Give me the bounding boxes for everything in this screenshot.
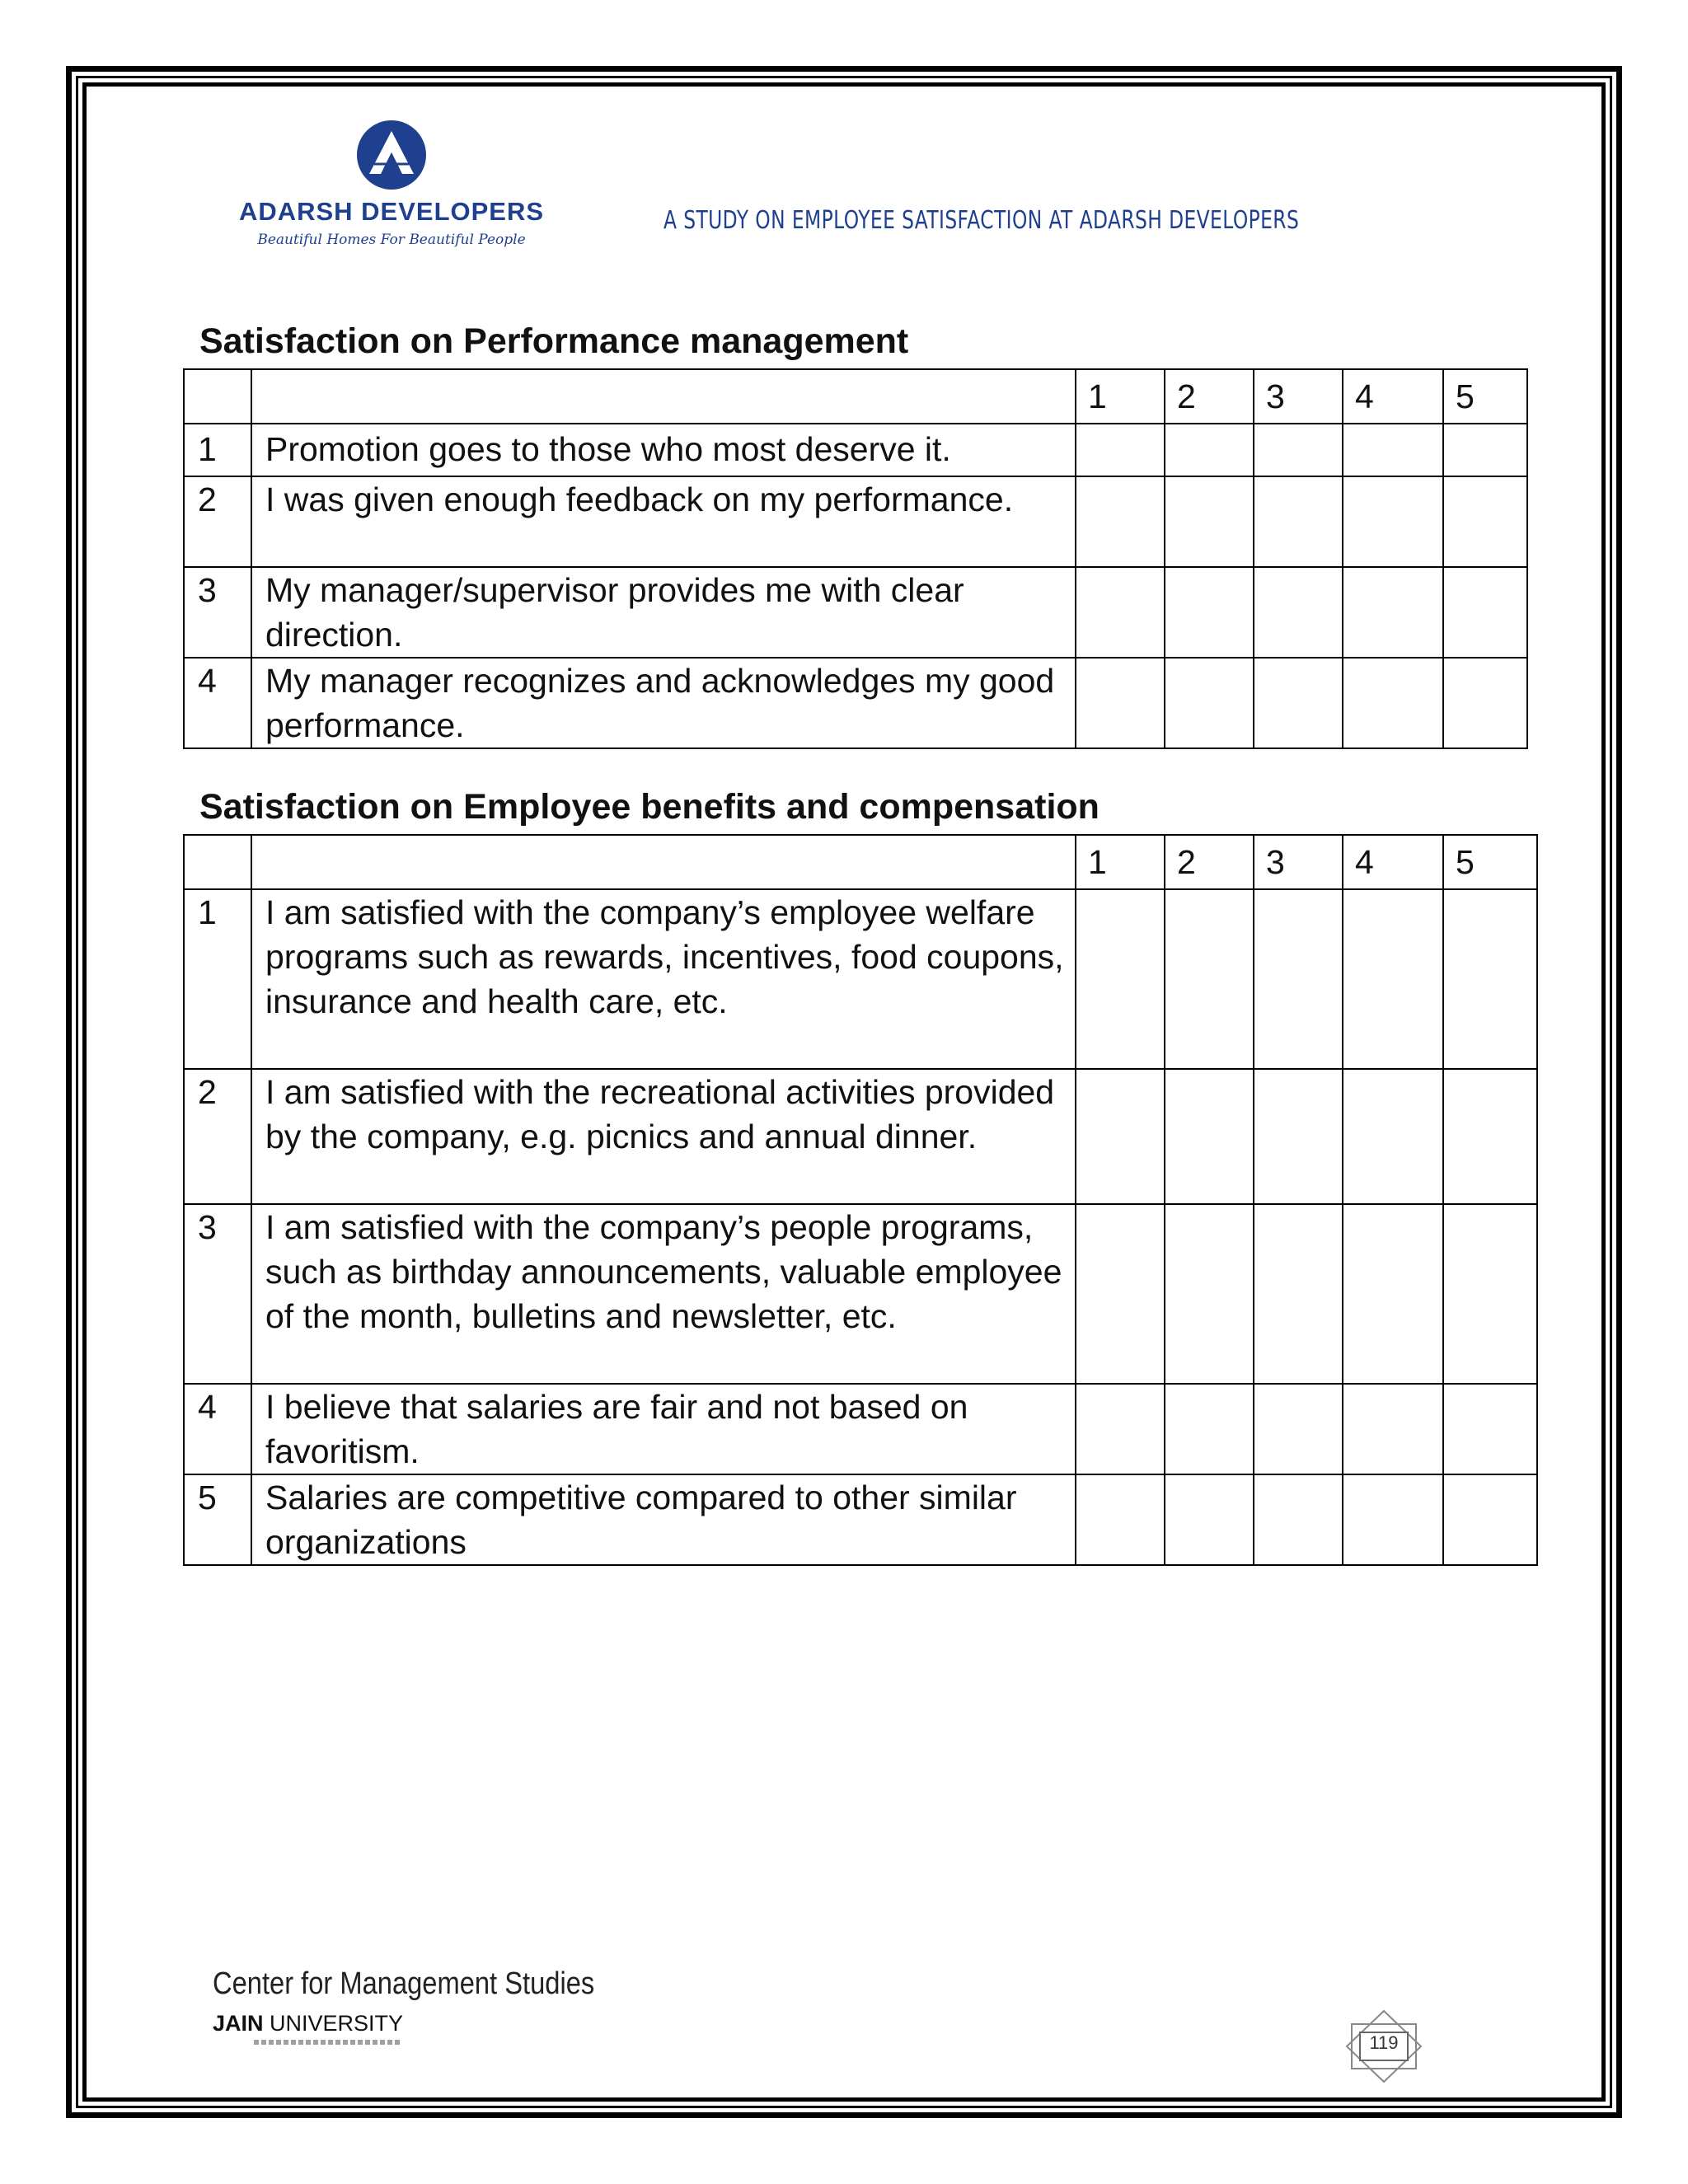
table-header-row [184, 835, 1537, 889]
rating-cell[interactable] [1443, 1204, 1537, 1384]
row-statement: I believe that salaries are fair and not based on favoritism. [251, 1384, 1076, 1474]
row-statement: My manager/supervisor provides me with clear direction. [251, 567, 1076, 658]
rating-cell[interactable] [1076, 424, 1165, 476]
rating-cell[interactable] [1076, 1474, 1165, 1565]
rating-cell[interactable] [1443, 567, 1527, 658]
rating-cell[interactable] [1343, 1474, 1443, 1565]
row-number: 3 [184, 1204, 251, 1384]
section-title-benefits: Satisfaction on Employee benefits and compensation [199, 787, 1100, 827]
table-row [184, 476, 1527, 567]
rating-cell[interactable] [1165, 1384, 1254, 1474]
rating-cell[interactable] [1254, 1204, 1343, 1384]
rating-cell[interactable] [1254, 658, 1343, 748]
performance-survey-table [183, 368, 1528, 749]
rating-cell[interactable] [1076, 476, 1165, 567]
rating-cell[interactable] [1165, 658, 1254, 748]
row-statement: Promotion goes to those who most deserve it. [251, 424, 1076, 476]
rating-cell[interactable] [1076, 1384, 1165, 1474]
rating-cell[interactable] [1343, 889, 1443, 1069]
table-row [184, 1474, 1537, 1565]
scale-header: 3 [1254, 369, 1343, 424]
row-number: 5 [184, 1474, 251, 1565]
rating-cell[interactable] [1254, 889, 1343, 1069]
table-row [184, 658, 1527, 748]
scale-header: 1 [1076, 835, 1165, 889]
scale-header: 5 [1443, 835, 1537, 889]
table-row [184, 567, 1527, 658]
table-row [184, 1384, 1537, 1474]
rating-cell[interactable] [1343, 424, 1443, 476]
row-statement-line: I am satisfied with the company’s employee welfare [265, 893, 1035, 931]
table-row [184, 889, 1537, 1069]
header-cell-empty [184, 369, 251, 424]
university-name-bold: JAIN [213, 2011, 264, 2036]
rating-cell[interactable] [1076, 1204, 1165, 1384]
row-statement: I am satisfied with the recreational activities provided by the company, e.g. picnics and annual dinner. [251, 1069, 1076, 1204]
scale-header: 2 [1165, 835, 1254, 889]
benefits-survey-table [183, 834, 1538, 1566]
logo-emblem-icon [356, 120, 427, 190]
university-name-rest: UNIVERSITY [263, 2011, 404, 2036]
rating-cell[interactable] [1443, 1474, 1537, 1565]
rating-cell[interactable] [1343, 658, 1443, 748]
scale-header: 4 [1343, 369, 1443, 424]
header-cell-empty [251, 835, 1076, 889]
rating-cell[interactable] [1165, 476, 1254, 567]
rating-cell[interactable] [1165, 1474, 1254, 1565]
rating-cell[interactable] [1343, 567, 1443, 658]
rating-cell[interactable] [1343, 1069, 1443, 1204]
scale-header: 2 [1165, 369, 1254, 424]
rating-cell[interactable] [1254, 1474, 1343, 1565]
rating-cell[interactable] [1343, 1384, 1443, 1474]
row-number: 4 [184, 1384, 251, 1474]
rating-cell[interactable] [1076, 889, 1165, 1069]
scale-header: 3 [1254, 835, 1343, 889]
footer-university [213, 2011, 403, 2036]
university-subtitle-fineprint [254, 2040, 402, 2045]
section-title-performance: Satisfaction on Performance management [199, 321, 909, 361]
table-row [184, 1204, 1537, 1384]
table-header-row [184, 369, 1527, 424]
table-row [184, 424, 1527, 476]
row-statement: My manager recognizes and acknowledges my good performance. [251, 658, 1076, 748]
row-number: 3 [184, 567, 251, 658]
rating-cell[interactable] [1343, 476, 1443, 567]
rating-cell[interactable] [1443, 424, 1527, 476]
row-number: 1 [184, 424, 251, 476]
page-number: 119 [1369, 2032, 1399, 2053]
rating-cell[interactable] [1165, 1204, 1254, 1384]
rating-cell[interactable] [1443, 658, 1527, 748]
scale-header: 4 [1343, 835, 1443, 889]
rating-cell[interactable] [1076, 658, 1165, 748]
footer-center-name: Center for Management Studies [213, 1966, 595, 2001]
rating-cell[interactable] [1254, 567, 1343, 658]
study-title: A STUDY ON EMPLOYEE SATISFACTION AT ADARSH DEVELOPERS [663, 206, 1300, 235]
row-statement: I am satisfied with the company’s people programs, such as birthday announcements, valuable employee of the month, bulletins and newsletter, etc. [251, 1204, 1076, 1384]
row-statement: Salaries are competitive compared to other similar organizations [251, 1474, 1076, 1565]
rating-cell[interactable] [1343, 1204, 1443, 1384]
rating-cell[interactable] [1165, 424, 1254, 476]
header-cell-empty [251, 369, 1076, 424]
brand-name: ADARSH DEVELOPERS [238, 197, 545, 226]
rating-cell[interactable] [1254, 1384, 1343, 1474]
rating-cell[interactable] [1076, 567, 1165, 658]
rating-cell[interactable] [1165, 1069, 1254, 1204]
scale-header: 1 [1076, 369, 1165, 424]
row-number: 2 [184, 476, 251, 567]
rating-cell[interactable] [1254, 1069, 1343, 1204]
row-statement [251, 889, 1076, 1069]
rating-cell[interactable] [1254, 424, 1343, 476]
rating-cell[interactable] [1254, 476, 1343, 567]
rating-cell[interactable] [1443, 476, 1527, 567]
table-row [184, 1069, 1537, 1204]
rating-cell[interactable] [1165, 889, 1254, 1069]
row-statement-line: programs such as rewards, incentives, food coupons, insurance and health care, etc. [265, 938, 1064, 1020]
rating-cell[interactable] [1443, 1384, 1537, 1474]
rating-cell[interactable] [1443, 889, 1537, 1069]
brand-tagline: Beautiful Homes For Beautiful People [257, 232, 526, 248]
scale-header: 5 [1443, 369, 1527, 424]
row-number: 2 [184, 1069, 251, 1204]
rating-cell[interactable] [1443, 1069, 1537, 1204]
row-number: 4 [184, 658, 251, 748]
rating-cell[interactable] [1165, 567, 1254, 658]
row-number: 1 [184, 889, 251, 1069]
company-logo [223, 120, 560, 268]
rating-cell[interactable] [1076, 1069, 1165, 1204]
row-statement: I was given enough feedback on my performance. [251, 476, 1076, 567]
header-cell-empty [184, 835, 251, 889]
